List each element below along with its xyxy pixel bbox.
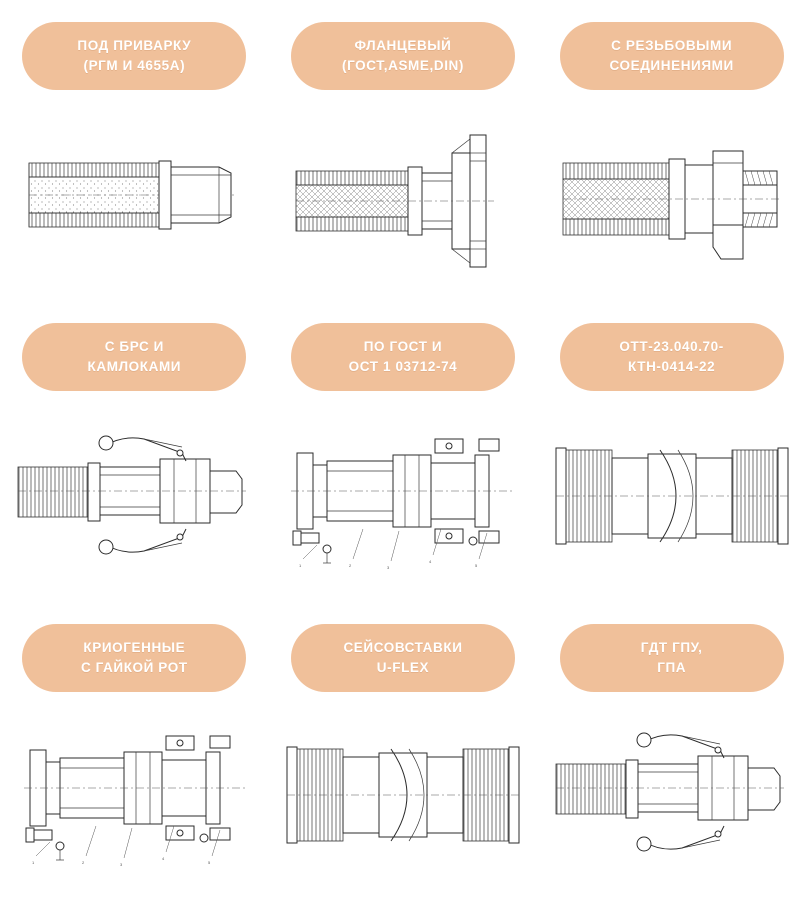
label-line: ОСТ 1 03712-74 [348, 359, 458, 374]
weld-on-hose-end-fitting-svg [19, 123, 249, 273]
label-weld-on [22, 22, 246, 90]
gdt-gpu-gpa-fitting-svg [552, 710, 792, 890]
drawing-cryogenic [0, 692, 269, 903]
label-ott-ktn [560, 323, 784, 391]
card-seismic[interactable] [269, 602, 538, 903]
card-ott-ktn[interactable] [537, 301, 806, 602]
label-flanged [291, 22, 515, 90]
drawing-gdt-gpu [537, 692, 806, 903]
label-cryogenic [22, 624, 246, 692]
label-line: СОЕДИНЕНИЯМИ [609, 58, 734, 73]
bellows-expansion-joint-svg [552, 424, 792, 574]
label-line: С БРС И [104, 339, 164, 355]
camlock-quick-coupling-fitting-svg [14, 409, 254, 589]
drawing-flanged [269, 90, 538, 301]
seismic-u-flex-bellows-svg [283, 725, 523, 875]
drawing-ott-ktn [537, 391, 806, 602]
label-line: С ГАЙКОЙ РОТ [80, 660, 188, 675]
label-quick-coupling [22, 323, 246, 391]
flanged-hose-end-fitting-svg [288, 113, 518, 283]
card-gost-ost[interactable] [269, 301, 538, 602]
label-line: КАМЛОКАМИ [87, 359, 182, 374]
svg-text:4: 4 [428, 558, 432, 564]
label-line: ГПА [657, 660, 687, 675]
drawing-weld-on [0, 90, 269, 301]
label-line: КРИОГЕННЫЕ [83, 640, 186, 656]
label-line: (ГОСТ,ASME,DIN) [341, 58, 464, 73]
card-cryogenic[interactable] [0, 602, 269, 903]
label-line: ПОД ПРИВАРКУ [77, 38, 192, 54]
svg-text:5: 5 [474, 562, 478, 568]
label-line: ОТТ-23.040.70- [619, 339, 724, 355]
card-flanged[interactable] [269, 0, 538, 301]
label-gost-ost [291, 323, 515, 391]
label-threaded [560, 22, 784, 90]
drawing-threaded [537, 90, 806, 301]
threaded-hose-end-fitting-svg [557, 113, 787, 283]
label-line: (РГМ И 4655А) [83, 58, 186, 73]
svg-text:1: 1 [32, 859, 35, 865]
svg-text:1: 1 [298, 562, 302, 568]
label-line: С РЕЗЬБОВЫМИ [611, 38, 733, 54]
label-line: СЕЙСОВСТАВКИ [343, 640, 463, 656]
label-line: ПО ГОСТ И [363, 339, 443, 355]
label-line: ФЛАНЦЕВЫЙ [354, 38, 452, 54]
svg-text:2: 2 [348, 562, 352, 568]
card-gdt-gpu[interactable] [537, 602, 806, 903]
card-weld-on[interactable] [0, 0, 269, 301]
label-line: U-FLEX [376, 660, 430, 675]
label-gdt-gpu [560, 624, 784, 692]
card-quick-coupling[interactable] [0, 301, 269, 602]
svg-text:5: 5 [208, 859, 211, 865]
label-line: КТН-0414-22 [628, 359, 716, 374]
drawing-seismic [269, 692, 538, 903]
svg-text:3: 3 [120, 861, 123, 867]
label-line: ГДТ ГПУ, [640, 640, 703, 656]
cryogenic-rot-nut-assembly-svg [14, 710, 254, 890]
svg-text:3: 3 [386, 564, 390, 570]
svg-text:2: 2 [82, 859, 85, 865]
drawing-gost-ost [269, 391, 538, 602]
label-seismic [291, 624, 515, 692]
drawing-quick-coupling [0, 391, 269, 602]
gost-ost-coupling-assembly-svg [283, 409, 523, 589]
svg-text:4: 4 [162, 855, 165, 861]
card-threaded[interactable] [537, 0, 806, 301]
